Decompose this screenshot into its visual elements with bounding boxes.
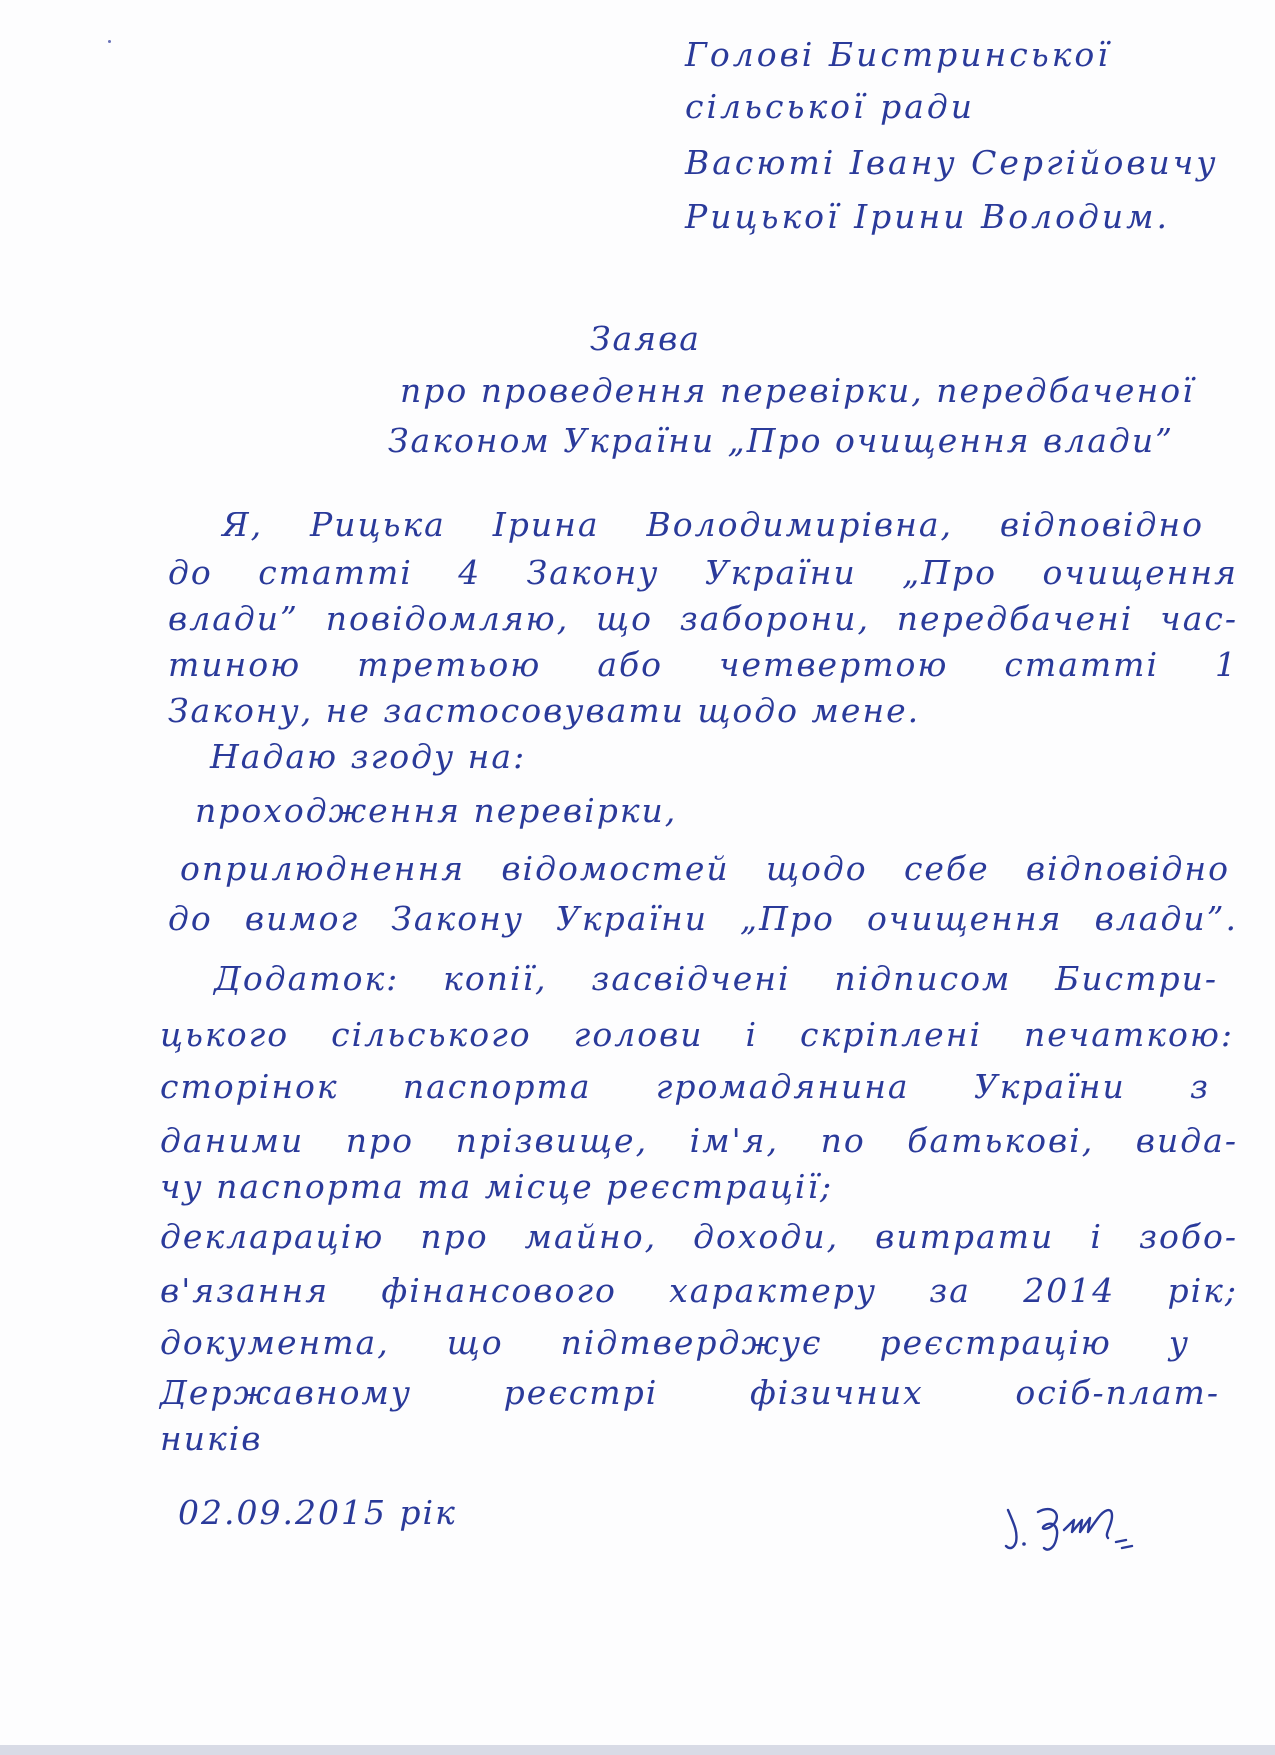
attachment-line: цького сільського голови і скріплені печаткою: — [160, 1015, 1234, 1054]
body-line: влади” повідомляю, що заборони, передбачені час- — [168, 599, 1238, 638]
consent-item: проходження перевірки, — [195, 791, 678, 830]
attachment-line: в'язання фінансового характеру за 2014 рік; — [160, 1271, 1238, 1310]
attachment-line: Державному реєстрі фізичних осіб-плат- — [160, 1373, 1220, 1412]
consent-heading: Надаю згоду на: — [210, 737, 527, 776]
addressee-line: Голові Бистринської — [685, 35, 1111, 74]
attachment-line: чу паспорта та місце реєстрації; — [160, 1167, 834, 1206]
attachment-line: ників — [160, 1419, 263, 1458]
body-line: тиною третьою або четвертою статті 1 — [168, 645, 1238, 684]
consent-item: до вимог Закону України „Про очищення влади”. — [168, 899, 1238, 938]
addressee-line: Васюті Івану Сергійовичу — [685, 143, 1219, 182]
body-line: до статті 4 Закону України „Про очищення — [168, 553, 1238, 592]
document-date: 02.09.2015 рік — [178, 1493, 457, 1532]
attachment-line: Додаток: копії, засвідчені підписом Бистри- — [214, 959, 1218, 998]
title-heading: Заява — [590, 319, 701, 358]
attachment-line: декларацію про майно, доходи, витрати і зобо- — [160, 1217, 1238, 1256]
consent-item: оприлюднення відомостей щодо себе відповідно — [180, 849, 1230, 888]
attachment-line: даними про прізвище, ім'я, по батькові, вида- — [160, 1121, 1238, 1160]
addressee-line: сільської ради — [685, 87, 976, 126]
attachment-line: документа, що підтверджує реєстрацію у — [160, 1323, 1190, 1362]
body-line: Закону, не застосовувати щодо мене. — [168, 691, 921, 730]
addressee-line: Рицької Ірини Володим. — [685, 197, 1170, 236]
title-line: про проведення перевірки, передбаченої — [400, 371, 1195, 410]
handwritten-signature — [1000, 1496, 1150, 1560]
ink-dot — [108, 40, 111, 43]
attachment-line: сторінок паспорта громадянина України з — [160, 1067, 1210, 1106]
body-line: Я, Рицька Ірина Володимирівна, відповідно — [222, 505, 1204, 544]
title-line: Законом України „Про очищення влади” — [388, 421, 1174, 460]
